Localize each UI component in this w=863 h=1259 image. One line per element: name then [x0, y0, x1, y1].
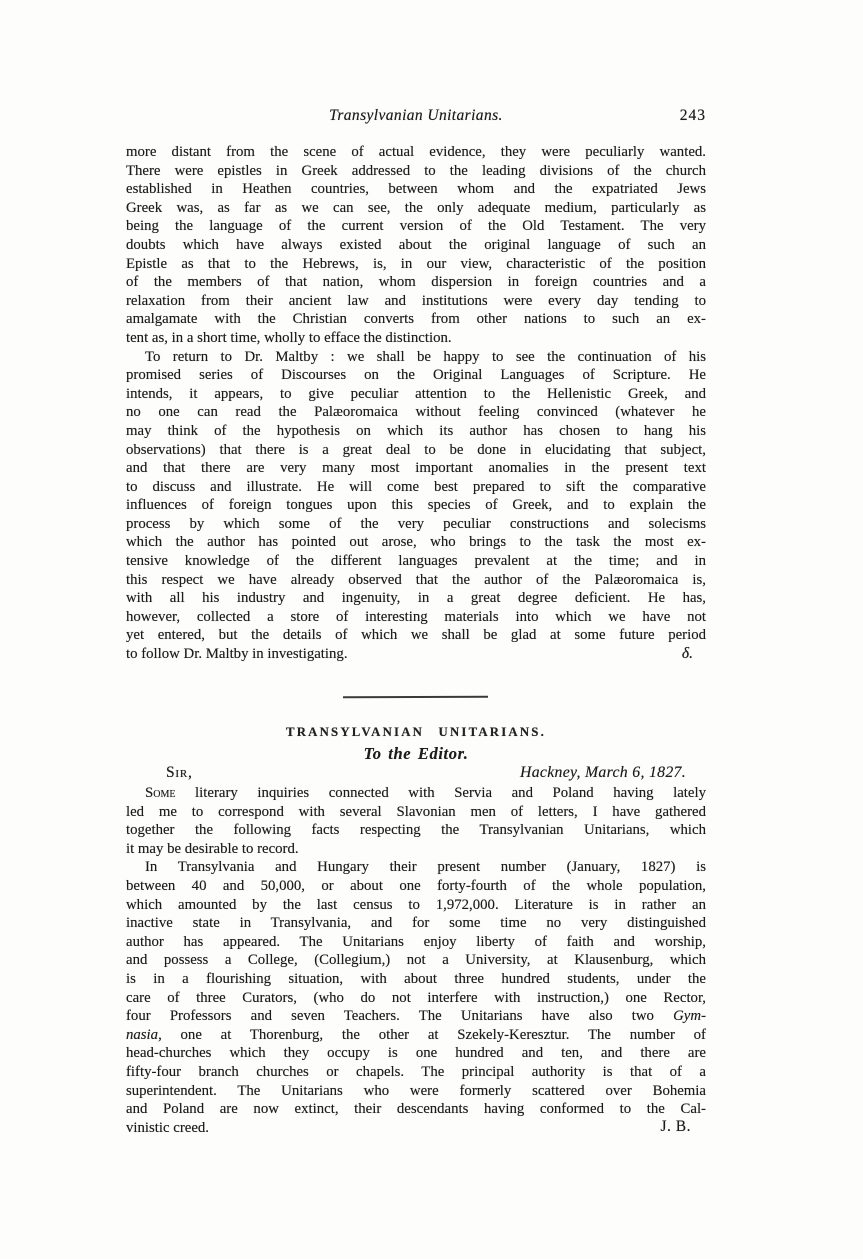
text-line: tensive knowledge of the different languages prevalent at the time; and in [126, 553, 706, 570]
text-line: and possess a College, (Collegium,) not a University, at Klausenburg, which [126, 952, 706, 969]
text-line: nasia, one at Thorenburg, the other at Szekely-Keresztur. The number of [126, 1026, 706, 1043]
text-line: being the language of the current version of the Old Testament. The very [126, 218, 706, 235]
text-line: to follow Dr. Maltby in investigating. [126, 646, 348, 663]
paragraph [126, 784, 706, 858]
text-line: vinistic creed. [126, 1119, 209, 1136]
text-line: together the following facts respecting the Transylvanian Unitarians, which [126, 822, 706, 839]
text-line: may think of the hypothesis on which its author has chosen to hang his [126, 422, 706, 439]
letter-body [126, 784, 706, 1137]
text-line: led me to correspond with several Slavonian men of letters, I have gathered [126, 803, 706, 820]
text-line: There were epistles in Greek addressed to the leading divisions of the church [126, 162, 706, 179]
text-line: inactive state in Transylvania, and for some time no very distinguished [126, 915, 706, 932]
text-line: between 40 and 50,000, or about one forty-fourth of the whole population, [126, 877, 706, 894]
text-line: process by which some of the very peculiar constructions and solecisms [126, 515, 706, 532]
text-line: relaxation from their ancient law and institutions were every day tending to [126, 292, 706, 309]
paragraph [126, 858, 706, 1137]
text-line: tent as, in a short time, wholly to efface the distinction. [126, 329, 452, 346]
text-line: observations) that there is a great deal to be done in elucidating that subject, [126, 441, 706, 458]
text-line: however, collected a store of interesting materials into which we have not [126, 608, 706, 625]
text-line: more distant from the scene of actual evidence, they were peculiarly wanted. [126, 144, 706, 160]
section-divider [343, 696, 488, 699]
text-line: care of three Curators, (who do not interfere with instruction,) one Rector, [126, 989, 706, 1006]
paragraph [126, 143, 706, 348]
text-line: established in Heathen countries, between whom and the expatriated Jews [126, 181, 706, 198]
text-line: and that there are very many most important anomalies in the present text [126, 460, 706, 477]
text-line: intends, it appears, to give peculiar attention to the Hellenistic Greek, and [126, 385, 706, 402]
letter-heading: TRANSYLVANIAN UNITARIANS. [285, 725, 547, 739]
text-line: amalgamate with the Christian converts from other nations to such an ex- [126, 311, 706, 328]
delta-signature: δ. [681, 645, 693, 663]
letter-subheading: To the Editor. [363, 744, 469, 763]
text-line: is in a flourishing situation, with about three hundred students, under the [126, 970, 706, 987]
text-line: doubts which have always existed about the original language of such an [126, 236, 706, 253]
text-line: In Transylvania and Hungary their present number (January, 1827) is [145, 859, 706, 876]
text-line: superintendent. The Unitarians who were formerly scattered over Bohemia [126, 1082, 706, 1099]
text-line: Greek was, as far as we can see, the only adequate medium, particularly as [126, 199, 706, 216]
text-line: influences of foreign tongues upon this species of Greek, and to explain the [126, 497, 706, 514]
text-line: which the author has pointed out arose, who brings to the task the most ex- [126, 534, 706, 551]
text-line: with all his industry and ingenuity, in a great degree deficient. He has, [126, 590, 706, 607]
page-number: 243 [679, 107, 706, 124]
text-line: Epistle as that to the Hebrews, is, in our view, characteristic of the position [126, 255, 706, 272]
text-line: which amounted by the last census to 1,972,000. Literature is in rather an [126, 896, 706, 913]
running-header [126, 107, 706, 129]
text-line: yet entered, but the details of which we shall be glad at some future period [126, 627, 706, 644]
text-line: To return to Dr. Maltby : we shall be happy to see the continuation of his [145, 348, 706, 365]
text-line: four Professors and seven Teachers. The Unitarians have also two Gym- [126, 1008, 706, 1025]
paragraph-lines [126, 348, 706, 664]
article-ending-section [126, 143, 706, 664]
paragraph [126, 348, 706, 664]
text-line: and Poland are now extinct, their descendants having conformed to the Cal- [126, 1101, 706, 1118]
running-header-title: Transylvanian Unitarians. [329, 107, 503, 124]
text-line: promised series of Discourses on the Original Languages of Scripture. He [126, 367, 706, 384]
text-line: it may be desirable to record. [126, 840, 299, 857]
letter-signature: J. B. [660, 1117, 691, 1135]
text-line: no one can read the Palæoromaica without feeling convinced (whatever he [126, 404, 706, 421]
salutation: Sir, [166, 764, 193, 781]
text-line: head-churches which they occupy is one hundred and ten, and there are [126, 1045, 706, 1062]
paragraph-lines [126, 858, 706, 1137]
text-line: of the members of that nation, whom dispersion in foreign countries and a [126, 274, 706, 291]
text-line: author has appeared. The Unitarians enjoy liberty of faith and worship, [126, 933, 706, 950]
salutation-row [126, 764, 706, 784]
text-line: fifty-four branch churches or chapels. The principal authority is that of a [126, 1063, 706, 1080]
dateline: Hackney, March 6, 1827. [520, 764, 686, 781]
text-line: this respect we have already observed that the author of the Palæoromaica is, [126, 571, 706, 588]
text-line: Some literary inquiries connected with Servia and Poland having lately [145, 785, 706, 801]
text-line: to discuss and illustrate. He will come best prepared to sift the comparative [126, 478, 706, 495]
